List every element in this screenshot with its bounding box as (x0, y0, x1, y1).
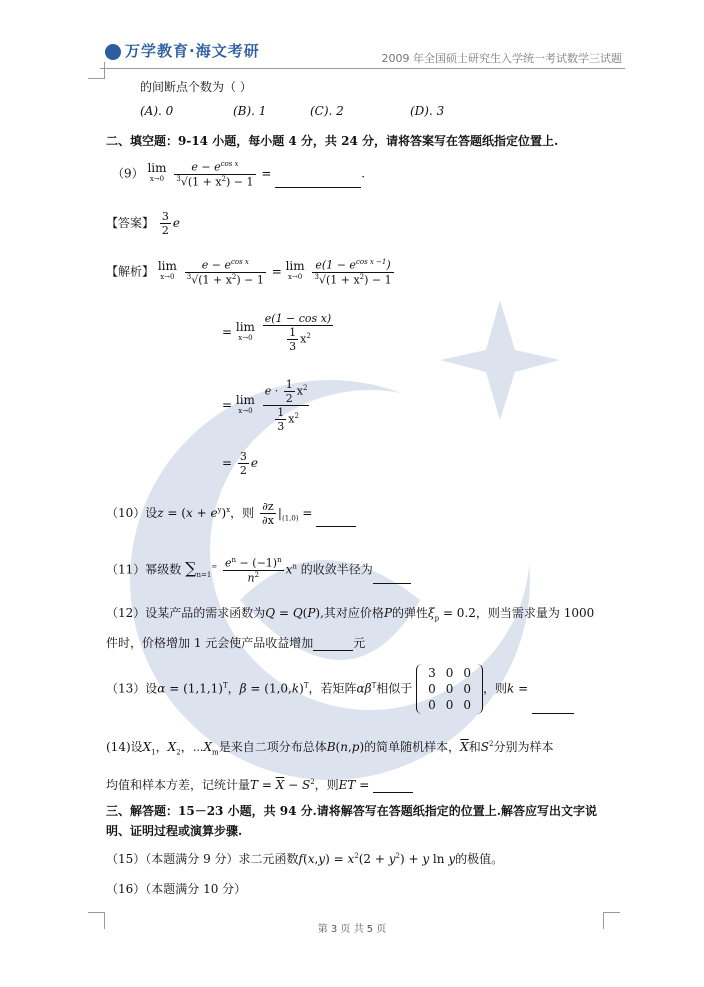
q15-question: （15）（本题满分 9 分）求二元函数$f(x,y) = x^2(2 + y^2) + y$ ln y的极值。 (106, 852, 504, 866)
page-footer: 第 3 页 共 5 页 (317, 924, 387, 935)
q8-option-c: (C). 2 (310, 104, 344, 118)
q10-question: （10）设$z = (x + e^y)^x$，则 $\frac{\partial z}{\partial x}$ $|_{(1,0)}$ = (106, 500, 356, 527)
section3-title-line2: 明、证明过程或演算步骤. (106, 824, 243, 838)
header-rule (100, 68, 625, 69)
corner-mark (88, 62, 105, 79)
section2-title: 二、填空题：9-14 小题，每小题 4 分，共 24 分，请将答案写在答题纸指定位置上. (106, 134, 559, 148)
q8-option-a: (A). 0 (140, 104, 174, 118)
logo-icon (105, 44, 121, 60)
q14-line1: (14)设$X_1$，$X_2$，$\cdots X_m$是来自二项分布总体B(n,p)的简单随机样本，$\overline{X}$和$S^2$分别为样本 (106, 740, 554, 757)
q11-question: （11）幂级数 $\sum_{n=1}^\infty$ $\frac{e^n - (-1)^n}{n^2}$ $x^n$ 的收敛半径为 (106, 556, 411, 584)
q8-option-b: (B). 1 (233, 104, 267, 118)
header-doc-title: 2009 年全国硕士研究生入学统一考试数学三试题 (381, 52, 622, 65)
header-logo: 万学教育·海文考研 (105, 40, 260, 61)
q13-question: （13）设$\alpha = (1,1,1)^T$，$\beta = (1,0,k)^T$，若矩阵$\alpha\beta^T$相似于 3 0 0 0 0 0 0 0 0 ，则k = (106, 664, 574, 714)
q9-analysis-step2: = lim x→0 e(1 − cos x) $\frac{1}{3}$ $x^2$ (222, 312, 332, 353)
q9-analysis-step3: = lim x→0 e · $\frac{1}{2}$ $x^2$ $\frac{1}{3}$ $x^2$ (222, 378, 308, 433)
q12-line1: （12）设某产品的需求函数为Q = Q(P),其对应价格P的弹性$\xi_p = 0.2$，则当需求量为 1000 (106, 606, 595, 623)
q16-question: （16）（本题满分 10 分） (106, 882, 247, 896)
q9-answer: 【答案】 $\frac{3}{2}$ e (106, 210, 180, 237)
section3-title-line1: 三、解答题：15－23 小题，共 94 分.请将解答写在答题纸指定的位置上.解答应写出文字说 (106, 804, 597, 818)
q14-line2: 均值和样本方差，记统计量$T = \overline{X} - S^2$，则ET = (106, 776, 413, 793)
q8-option-d: (D). 3 (410, 104, 445, 118)
q13-matrix: 3 0 0 0 0 0 0 0 0 (416, 664, 483, 714)
q9-question: （9） lim x→0 $\frac{e - e^{cos x}}{^3√(1 + x^2) - 1}$ = . (112, 160, 366, 189)
q12-line2: 件时，价格增加 1 元会使产品收益增加 元 (106, 636, 366, 650)
q9-analysis-step1: 【解析】 lim x→0 $\frac{e - e^{cos x}}{^3√(1 + x^2) - 1}$ = lim x→0 $\frac{e(1 - e^{cos x -1})}{^3√(1 + x^2) - 1}$ (106, 258, 392, 287)
q8-stem-tail: 的间断点个数为（ ） (140, 80, 252, 94)
q9-analysis-result: = $\frac{3}{2}$ e (222, 450, 258, 477)
